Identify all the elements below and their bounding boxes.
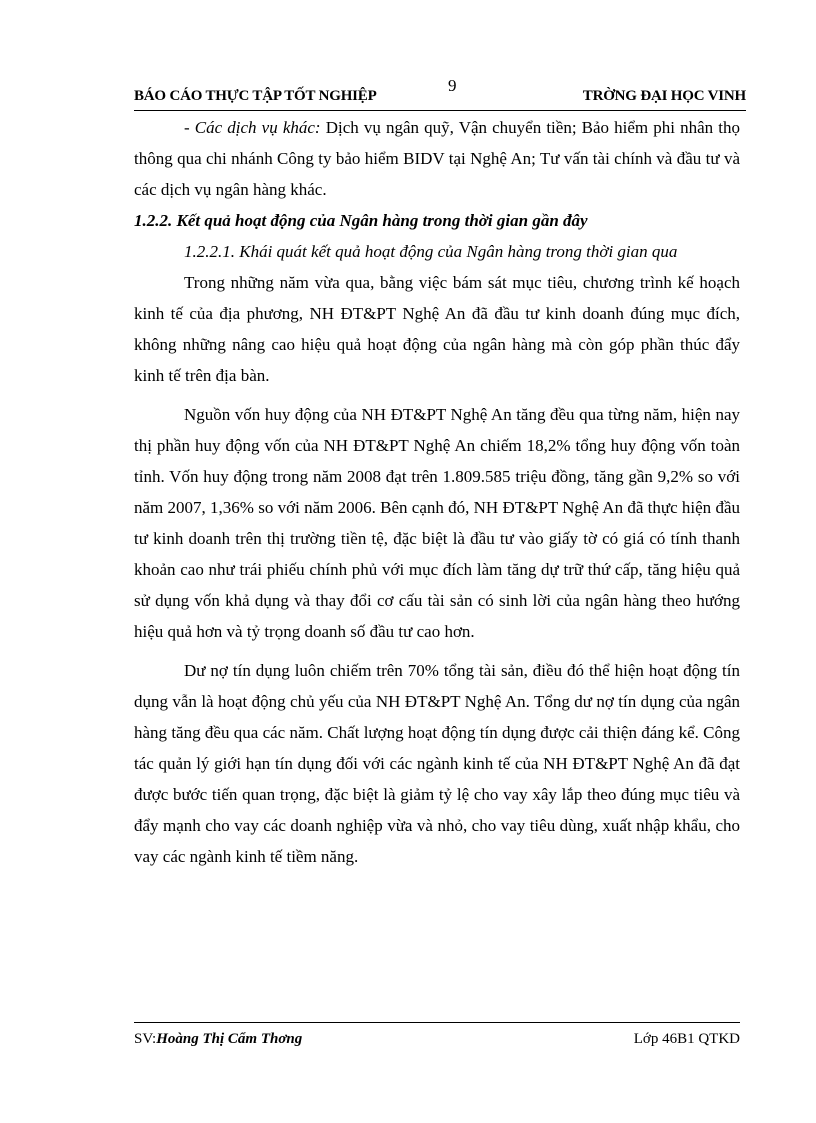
paragraph-other-services bbox=[134, 112, 740, 205]
other-services-text: Dịch vụ ngân quỹ, Vận chuyển tiền; Bảo hiểm phi nhân thọ thông qua chi nhánh Công ty bảo hiểm BIDV tại Nghệ An; Tư vấn tài chính và đầu tư và các dịch vụ ngân hàng khác. bbox=[134, 118, 740, 199]
other-services-lead: - Các dịch vụ khác: bbox=[184, 118, 321, 137]
header-report-title: BÁO CÁO THỰC TẬP TỐT NGHIỆP bbox=[134, 88, 377, 104]
paragraph-credit: Dư nợ tín dụng luôn chiếm trên 70% tổng tài sản, điều đó thể hiện hoạt động tín dụng vẫn là hoạt động chủ yếu của NH ĐT&PT Nghệ An. Tổng dư nợ tín dụng của ngân hàng tăng đều qua các năm. Chất lượng hoạt động tín dụng được cải thiện đáng kể. Công tác quản lý giới hạn tín dụng đối với các ngành kinh tế của NH ĐT&PT Nghệ An đã đạt được bước tiến quan trọng, đặc biệt là giảm tỷ lệ cho vay xây lắp theo đúng mục tiêu và đẩy mạnh cho vay các doanh nghiệp vừa và nhỏ, cho vay tiêu dùng, xuất nhập khẩu, cho vay các ngành kinh tế tiềm năng. bbox=[134, 661, 740, 866]
header-university: TRỜNG ĐẠI HỌC VINH bbox=[582, 88, 746, 104]
section-heading: 1.2.2. Kết quả hoạt động của Ngân hàng trong thời gian gần đây bbox=[134, 211, 588, 230]
paragraph-overview: Trong những năm vừa qua, bằng việc bám sát mục tiêu, chương trình kế hoạch kinh tế của địa phương, NH ĐT&PT Nghệ An đã đầu tư kinh doanh đúng mục đích, không những nâng cao hiệu quả hoạt động của ngân hàng mà còn góp phần thúc đẩy kinh tế trên địa bàn. bbox=[134, 273, 740, 385]
page-header bbox=[134, 88, 746, 111]
page-footer bbox=[134, 1022, 740, 1053]
footer-sv-label: SV: bbox=[134, 1031, 157, 1047]
footer-student-name: Hoàng Thị Cẩm Thơng bbox=[156, 1031, 303, 1047]
document-body bbox=[134, 112, 740, 872]
subsection-heading: 1.2.2.1. Khái quát kết quả hoạt động của Ngân hàng trong thời gian qua bbox=[184, 242, 678, 261]
page-number: 9 bbox=[448, 76, 457, 95]
footer-class: Lớp 46B1 QTKD bbox=[633, 1031, 740, 1047]
paragraph-capital: Nguồn vốn huy động của NH ĐT&PT Nghệ An tăng đều qua từng năm, hiện nay thị phần huy động vốn của NH ĐT&PT Nghệ An chiếm 18,2% tổng huy động vốn toàn tỉnh. Vốn huy động trong năm 2008 đạt trên 1.809.585 triệu đồng, tăng gần 9,2% so với năm 2007, 1,36% so với năm 2006. Bên cạnh đó, NH ĐT&PT Nghệ An đã thực hiện đầu tư kinh doanh trên thị trường tiền tệ, đặc biệt là đầu tư vào giấy tờ có giá có tính thanh khoản cao như trái phiếu chính phủ với mục đích làm tăng dự trữ thứ cấp, tăng hiệu quả sử dụng vốn khả dụng và thay đổi cơ cấu tài sản có sinh lời của ngân hàng theo hướng hiệu quả hơn và tỷ trọng doanh số đầu tư cao hơn. bbox=[134, 405, 740, 641]
footer-student bbox=[134, 1031, 302, 1048]
